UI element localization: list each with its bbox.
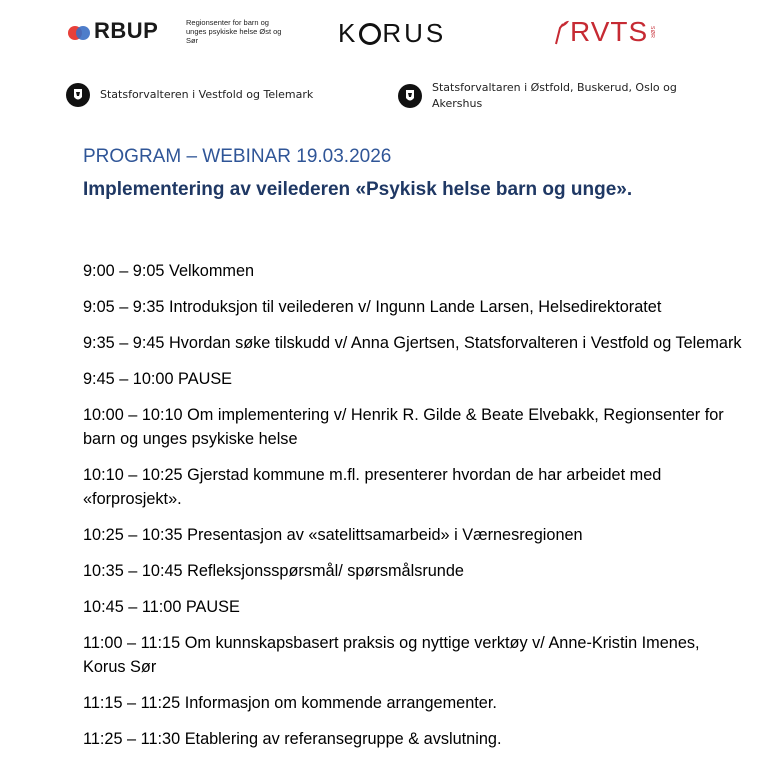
program-subtitle: Implementering av veilederen «Psykisk helse barn og unge».: [83, 179, 633, 200]
coat-of-arms-icon: [398, 84, 422, 108]
program-item: 10:00 – 10:10 Om implementering v/ Henrik R. Gilde & Beate Elvebakk, Regionsenter for barn og unges psykiske helse: [83, 406, 724, 448]
program-item: 11:15 – 11:25 Informasjon om kommende arrangementer.: [83, 694, 497, 712]
rbup-subtitle: Regionsenter for barn og unges psykiske helse Øst og Sør: [186, 18, 282, 45]
rbup-logo: [66, 18, 158, 44]
coat-of-arms-icon: [66, 83, 90, 107]
program-title: PROGRAM – WEBINAR 19.03.2026: [83, 146, 392, 167]
program-item: 11:25 – 11:30 Etablering av referansegruppe & avslutning.: [83, 730, 502, 748]
rvts-subtitle: SØR: [649, 25, 656, 39]
program-item: 10:25 – 10:35 Presentasjon av «satelittsamarbeid» i Værnesregionen: [83, 526, 583, 544]
statsforvalter-ostfold-name: Statsforvaltaren i Østfold, Buskerud, Oslo og Akershus: [432, 81, 677, 110]
program-item: 10:35 – 10:45 Refleksjonsspørsmål/ spørsmålsrunde: [83, 562, 464, 580]
korus-logo: [338, 18, 446, 49]
statsforvalter-ostfold-logo: [398, 80, 698, 112]
program-item: 10:10 – 10:25 Gjerstad kommune m.fl. presenterer hvordan de har arbeidet med «forprosjekt».: [83, 466, 662, 508]
program-item: 9:05 – 9:35 Introduksjon til veilederen v/ Ingunn Lande Larsen, Helsedirektoratet: [83, 298, 662, 316]
rbup-name: RBUP: [94, 18, 159, 43]
rbup-dots-icon: [66, 18, 92, 44]
rvts-logo: [552, 16, 655, 48]
program-list: [83, 259, 743, 763]
program-item: 9:45 – 10:00 PAUSE: [83, 370, 233, 388]
statsforvalter-vestfold-logo: [66, 83, 313, 107]
korus-letters: RUS: [382, 18, 447, 48]
program-item: 9:35 – 9:45 Hvordan søke tilskudd v/ Anna Gjertsen, Statsforvalteren i Vestfold og Telemark: [83, 334, 742, 352]
program-item: 10:45 – 11:00 PAUSE: [83, 598, 240, 616]
korus-o-icon: [359, 23, 381, 45]
rvts-name: RVTS: [570, 16, 649, 47]
rvts-leaf-icon: [552, 18, 570, 46]
korus-letter-k: K: [338, 18, 359, 48]
program-item: 9:00 – 9:05 Velkommen: [83, 262, 255, 280]
statsforvalter-vestfold-name: Statsforvalteren i Vestfold og Telemark: [100, 88, 314, 101]
logo-row: [0, 12, 765, 52]
program-item: 11:00 – 11:15 Om kunnskapsbasert praksis og nyttige verktøy v/ Anne-Kristin Imenes, Korus Sør: [83, 634, 700, 676]
